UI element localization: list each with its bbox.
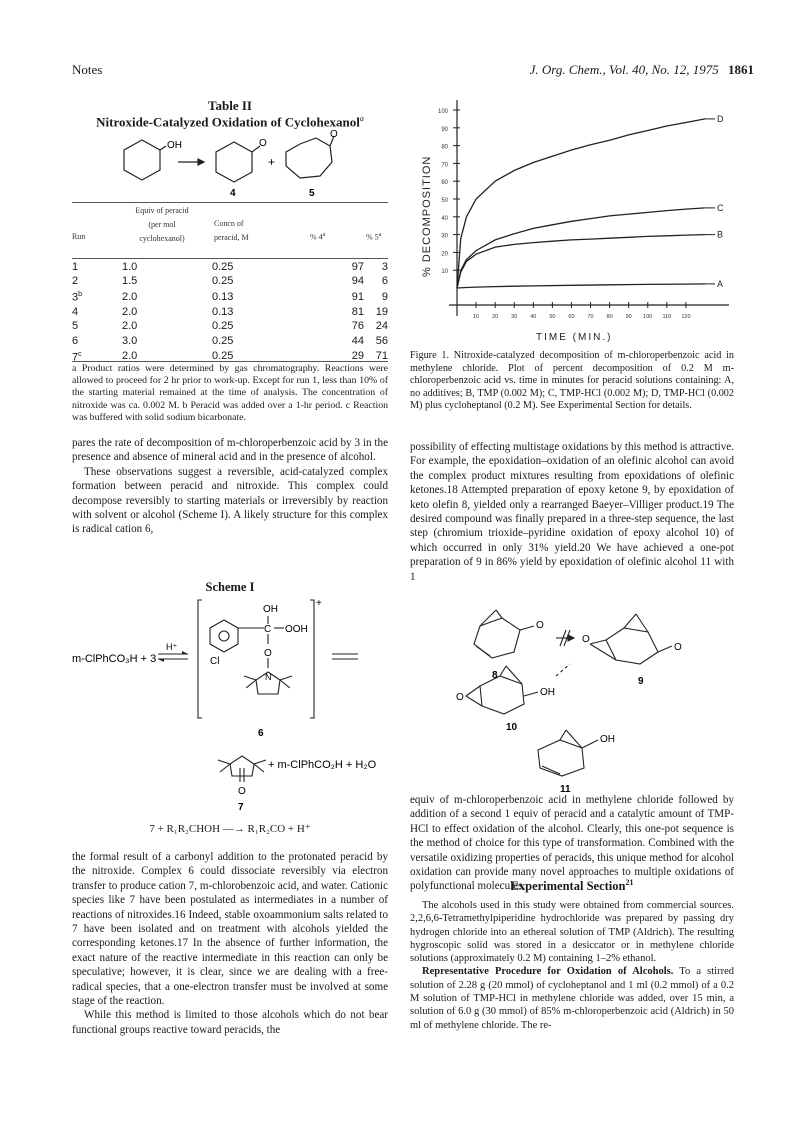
n-label: N	[265, 672, 272, 682]
table-cell-run	[72, 319, 122, 333]
running-header-journal	[530, 62, 754, 78]
series-line-D	[457, 119, 705, 288]
x-tick-label: 110	[662, 314, 672, 320]
chart-ticks	[438, 109, 691, 320]
results-table	[72, 260, 388, 365]
cl-label: Cl	[210, 656, 220, 667]
table-cell-equiv	[122, 288, 212, 305]
cell-value: 3	[72, 292, 79, 305]
table-subtitle-sup: a	[359, 114, 364, 123]
series-line-B	[457, 235, 705, 288]
compound-6-label: 6	[258, 728, 264, 739]
o7-label: O	[238, 786, 246, 797]
cell-value: 94	[351, 275, 364, 288]
cell-value: 97	[351, 261, 364, 273]
table-cell-p4	[308, 319, 364, 333]
paragraph	[410, 965, 734, 1031]
y-tick-label: 50	[441, 198, 448, 204]
procedure-heading: Representative Procedure for Oxidation of Alcohols.	[422, 966, 674, 978]
compound-4-label: 4	[230, 188, 236, 199]
cyclohexanol-ring	[124, 140, 160, 180]
compound-10-label: 10	[506, 722, 518, 733]
table-cell-equiv	[122, 305, 212, 319]
pct5-header-sup: a	[378, 232, 382, 238]
y-tick-label: 60	[441, 180, 448, 187]
table-cell-concn	[212, 334, 308, 348]
table-cell-run	[72, 274, 122, 288]
procedure-text: To a stirred solution of 2.28 g (20 mmol) of cycloheptanol and 1 ml (0.2 mmol) of a 0.2 M solution of TMP-HCl in methylene chloride was added, over 15 min, a solution of 6.0 g (30 mmol) of 85% m-chloroperbenzoic acid (Aldrich) in 50 ml of methylene chloride. The re-	[410, 966, 734, 1031]
concn-header-line1: Concn of	[214, 219, 244, 228]
table-cell-p5	[364, 319, 388, 333]
x-tick-label: 10	[473, 314, 480, 320]
arrow-head	[198, 159, 204, 165]
left-text-block-1	[72, 436, 388, 537]
paragraph: These observations suggest a reversible, acid-catalyzed complex formation between peracid and nitroxide. This complex could decompose reversibly to starting materials or irreversibly by reaction with solvent or alcohol (Scheme I). A likely structure for this complex is radical cation 6,	[72, 465, 388, 536]
table-row	[72, 274, 388, 288]
table-cell-p4	[308, 305, 364, 319]
pct4-header-sup: a	[322, 232, 326, 238]
aromatic-circle	[219, 631, 229, 641]
left-text-block-2	[72, 850, 388, 1037]
cell-value: 0.25	[212, 350, 234, 363]
cell-value: 3.0	[122, 334, 138, 347]
concn-header	[214, 219, 249, 242]
dashed-arrow	[556, 664, 570, 676]
experimental-text	[410, 899, 734, 1032]
hplus-label: H⁺	[166, 642, 178, 652]
cell-value: 2.0	[122, 320, 138, 333]
cell-value: 1	[72, 261, 79, 273]
table-rule-bottom	[72, 361, 388, 362]
table-row	[72, 260, 388, 274]
benzene-ring	[210, 620, 238, 652]
c-label: C	[264, 624, 272, 635]
structure-10-bridge-a	[500, 666, 506, 676]
cell-value: 91	[351, 290, 364, 303]
pct5-header	[366, 232, 381, 242]
ketone-o-label: O	[259, 138, 267, 149]
cell-value: 24	[375, 320, 388, 333]
y-tick-label: 70	[441, 162, 448, 169]
table-header	[72, 206, 388, 258]
equiv-header-line1: Equiv of peracid	[135, 206, 189, 215]
x-tick-label: 40	[530, 314, 537, 320]
table-cell-concn	[212, 274, 308, 288]
table-subtitle-text: Nitroxide-Catalyzed Oxidation of Cyclohexanol	[96, 114, 360, 130]
y-tick-label: 90	[441, 126, 448, 133]
methyl-6	[254, 764, 264, 772]
cell-value: 5	[72, 320, 79, 333]
table-cell-run	[72, 305, 122, 319]
compound-11-label: 11	[560, 784, 571, 795]
scheme-equation-3: 7 + R₁R₂CHOH —→ R₁R₂CO + H⁺	[149, 823, 311, 835]
pct4-header	[310, 232, 325, 242]
table-cell-concn	[212, 319, 308, 333]
paragraph: pares the rate of decomposition of m-chloroperbenzoic acid by 3 in the presence and absence of mineral acid and in the presence of alcohol.	[72, 437, 388, 464]
cell-value: 0.25	[212, 261, 234, 273]
table-cell-equiv	[122, 260, 212, 274]
chart-series	[457, 114, 724, 289]
journal-citation: J. Org. Chem., Vol. 40, No. 12, 1975	[529, 62, 719, 77]
equiv-header-line3: cyclohexanol)	[139, 234, 185, 243]
compound-8-label: 8	[492, 670, 498, 681]
table-cell-p5	[364, 260, 388, 274]
table-row	[72, 319, 388, 333]
table-cell-p5	[364, 305, 388, 319]
chart-y-axis-label: % DECOMPOSITION	[421, 155, 433, 277]
table-cell-p5	[364, 288, 388, 305]
structure-8-o-label: O	[536, 620, 544, 631]
table-cell-p5	[364, 334, 388, 348]
experimental-heading-sup: 21	[625, 878, 634, 887]
structure-10-epoxide-a	[466, 686, 480, 696]
table-rule-mid	[72, 258, 388, 259]
x-tick-label: 50	[549, 314, 556, 320]
compound-5-label: 5	[309, 188, 315, 199]
experimental-heading	[410, 878, 734, 894]
x-tick-label: 80	[606, 314, 613, 320]
run-footnote-mark: b	[78, 291, 83, 299]
table-cell-concn	[212, 288, 308, 305]
methyl-3	[244, 676, 256, 680]
table-footnotes: a Product ratios were determined by gas chromatography. Reactions were allowed to proceed for 2 hr prior to work-up. Except for run 1, less than 10% of the starting material remained at the time of analysis. The concentration of nitroxide was ca. 0.002 M. b Peracid was added over a 1-hr period. c Reaction was buffered with solid sodium bicarbonate.	[72, 363, 388, 423]
methyl-7	[218, 760, 230, 764]
paragraph: While this method is limited to those alcohols which do not bear functional groups reactive toward peracids, the	[72, 1009, 388, 1036]
concn-header-line2: peracid, M	[214, 233, 249, 242]
structure-9-carbonyl	[658, 646, 672, 652]
table-cell-p4	[308, 288, 364, 305]
cell-value: 0.25	[212, 275, 234, 288]
right-text-block-1: possibility of effecting multistage oxidations by this method is attractive. For example, the epoxidation–oxidation of an olefinic alcohol can avoid the complex product mixtures resulting from epoxidations of olefinic ketones.18 Attempted preparation of epoxy ketone 9, by epoxidation of keto olefin 8, yielded only a rearranged Baeyer–Villiger product.19 The desired compound was finally prepared in a three-step sequence, the last step (chromium trioxide–pyridine oxidation of epoxy alcohol 10) of which occurred in only 31% yield.20 We have achieved a one-pot preparation of 9 in 86% yield by epoxidation of olefinic alcohol 11 with 1	[410, 441, 734, 583]
cell-value: 9	[381, 290, 388, 303]
y-tick-label: 30	[441, 233, 448, 240]
figure-1-chart	[410, 92, 735, 350]
page-number: 1861	[728, 62, 754, 77]
cell-value: 56	[375, 334, 388, 347]
x-tick-label: 20	[492, 314, 499, 320]
cell-value: 6	[72, 334, 79, 347]
scheme-products: + m-ClPhCO₂H + H₂O	[268, 759, 377, 771]
scheme-title: Scheme I	[205, 580, 255, 594]
table-cell-concn	[212, 260, 308, 274]
oh-bond	[160, 146, 166, 150]
cell-value: 81	[351, 306, 364, 319]
structure-10-oh-label: OH	[540, 687, 555, 698]
methyl-4	[246, 680, 256, 688]
structure-8-double-bond	[476, 646, 490, 656]
table-rule-top	[72, 202, 388, 203]
structure-9-o-label-b: O	[674, 642, 682, 653]
cell-value: 44	[351, 334, 364, 347]
paragraph: the formal result of a carbonyl addition to the protonated peracid by the nitroxide. Complex 6 could dissociate reversibly via electron transfer to produce cation 7, m-chlorobenzoic acid, and water. Cationic species like 7 have been postulated as intermediates in a number of reactions of nitroxides.16 Indeed, stable oxoammonium salts related to 7 have been isolated and on treatment with alcohols yielded the corresponding ketones.17 In the absence of further information, the exact nature of the reactive intermediate in this reaction can only be speculative; however, it is clear, since we are dealing with a free-radical species, that a one-electron transfer must be involved at some stage of the reaction.	[72, 851, 388, 1008]
y-tick-label: 80	[441, 144, 448, 151]
x-tick-label: 60	[568, 314, 575, 320]
structure-10-o-label: O	[456, 692, 464, 703]
cell-value: 7	[72, 351, 79, 364]
running-header-left: Notes	[72, 62, 103, 77]
structure-10-epoxide-b	[466, 696, 482, 706]
structure-9-epoxide-a	[590, 640, 606, 644]
series-label-A: A	[717, 278, 724, 289]
experimental-heading-text: Experimental Section	[510, 879, 626, 894]
table-cell-p5	[364, 274, 388, 288]
cell-value: 2.0	[122, 306, 138, 319]
series-label-C: C	[717, 202, 724, 213]
bracket-left	[198, 600, 202, 718]
table-row	[72, 288, 388, 305]
cell-value: 0.25	[212, 334, 234, 347]
x-tick-label: 100	[643, 314, 653, 320]
structure-11	[538, 740, 584, 776]
cyclohexanone-ring	[216, 142, 252, 182]
structure-11-oh-bond	[582, 740, 598, 748]
oxoammonium-ring	[230, 756, 254, 776]
series-label-D: D	[717, 113, 724, 124]
x-tick-label: 120	[681, 314, 691, 320]
oh-label: OH	[263, 604, 278, 615]
table-cell-run	[72, 288, 122, 305]
cell-value: 0.25	[212, 320, 234, 333]
table-cell-p4	[308, 260, 364, 274]
cell-value: 4	[72, 306, 79, 319]
cell-value: 1.5	[122, 275, 138, 288]
methyl-8	[220, 764, 230, 772]
methyl-5	[254, 760, 266, 764]
table-cell-equiv	[122, 319, 212, 333]
charge-plus: +	[316, 598, 322, 609]
compound-9-label: 9	[638, 676, 644, 687]
cell-value: 1.0	[122, 261, 138, 273]
methyl-2	[280, 680, 290, 688]
cell-value: 71	[375, 350, 388, 363]
cell-value: 76	[351, 320, 364, 333]
structure-8	[474, 618, 520, 658]
run-header: Run	[72, 232, 86, 241]
equiv-header-line2: (per mol	[148, 220, 176, 229]
paragraph: The alcohols used in this study were obtained from commercial sources. 2,2,6,6-Tetramethylpiperidine hydrochloride was prepared by passing dry hydrogen chloride into an ethereal solution of TMP (Aldrich). The resulting hygroscopic solid was stored in a desiccator or in methylene chloride solutions (approximately 0.2 M) containing 1–2% ethanol.	[410, 900, 734, 965]
table-row	[72, 305, 388, 319]
right-text-block-2: equiv of m-chloroperbenzoic acid in methylene chloride followed by addition of a second 1 equiv of peracid and a catalytic amount of TMP-HCl to effect oxidation of the alcohol. Clearly, this one-pot sequence is the method of choice for this type of transformation. Combined with the versatile oxidizing properties of peracids, this unique method for alcohol oxidation can provide many novel approaches to multiple oxidations of polyfunctional molecules.	[410, 794, 734, 893]
y-tick-label: 20	[441, 251, 448, 258]
oh-label: OH	[167, 140, 182, 151]
table-cell-equiv	[122, 274, 212, 288]
cell-value: 0.13	[212, 290, 234, 303]
ooh-label: OOH	[285, 624, 308, 635]
cyclohexanol-oxidation-scheme	[100, 128, 370, 200]
structure-10	[480, 676, 524, 714]
cell-value: 0.13	[212, 306, 234, 319]
run-footnote-mark: c	[78, 350, 82, 358]
table-cell-concn	[212, 305, 308, 319]
table-cell-equiv	[122, 334, 212, 348]
caprolactone-ring	[286, 138, 332, 178]
figure-caption: Figure 1. Nitroxide-catalyzed decomposition of m-chloroperbenzoic acid in methylene chloride. Plot of percent decomposition of 0.2 M m-chloroperbenzoic acid vs. time in minutes for peracid solutions containing: A, no additives; B, TMP (0.002 M); C, TMP-HCl (0.002 M); D, TMP-HCl (0.002 M) plus cycloheptanol (0.2 M). See Experimental Section for details.	[410, 350, 734, 412]
lactone-o-label: O	[330, 129, 338, 140]
arrow-head	[568, 635, 574, 641]
cell-value: 2.0	[122, 290, 138, 303]
equiv-header	[122, 206, 202, 243]
table-cell-run	[72, 334, 122, 348]
y-tick-label: 100	[437, 109, 448, 115]
series-line-A	[457, 284, 705, 288]
y-tick-label: 10	[441, 269, 448, 276]
series-label-B: B	[717, 229, 724, 240]
cell-value: 29	[351, 350, 364, 363]
scheme-reactant: m-ClPhCO₃H + 3	[72, 653, 157, 665]
structure-10-oh-bond	[524, 692, 538, 696]
bracket-right	[310, 600, 314, 718]
structure-9-o-label-a: O	[582, 634, 590, 645]
chart-x-axis-label: TIME (MIN.)	[536, 332, 613, 343]
table-title: Table II	[208, 98, 252, 113]
cell-value: 2.0	[122, 350, 138, 363]
scheme-1-diagram	[72, 596, 388, 828]
plus-sign: +	[268, 155, 276, 169]
structure-9-bridge-b	[636, 614, 648, 632]
table-row	[72, 334, 388, 348]
pct5-header-text: % 5	[366, 232, 379, 242]
table-cell-p4	[308, 274, 364, 288]
y-tick-label: 40	[441, 215, 448, 222]
table-cell-run	[72, 260, 122, 274]
pct4-header-text: % 4	[310, 232, 323, 242]
cell-value: 3	[381, 261, 388, 273]
x-tick-label: 90	[625, 314, 632, 320]
compound-7-label: 7	[238, 802, 244, 813]
x-tick-label: 30	[511, 314, 518, 320]
structure-11-bridge-a	[560, 730, 566, 740]
structure-8-bridge-b	[496, 610, 502, 618]
structures-8-11	[410, 600, 734, 796]
results-table-body	[72, 260, 388, 365]
structure-11-oh-label: OH	[600, 734, 615, 745]
x-tick-label: 70	[587, 314, 594, 320]
cell-value: 19	[375, 306, 388, 319]
cell-value: 2	[72, 275, 79, 288]
structure-9-bridge-a	[624, 614, 636, 628]
structure-8-carbonyl	[520, 626, 534, 630]
methyl-1	[280, 676, 292, 680]
o-label: O	[264, 648, 272, 659]
cell-value: 6	[381, 275, 388, 288]
table-cell-p4	[308, 334, 364, 348]
